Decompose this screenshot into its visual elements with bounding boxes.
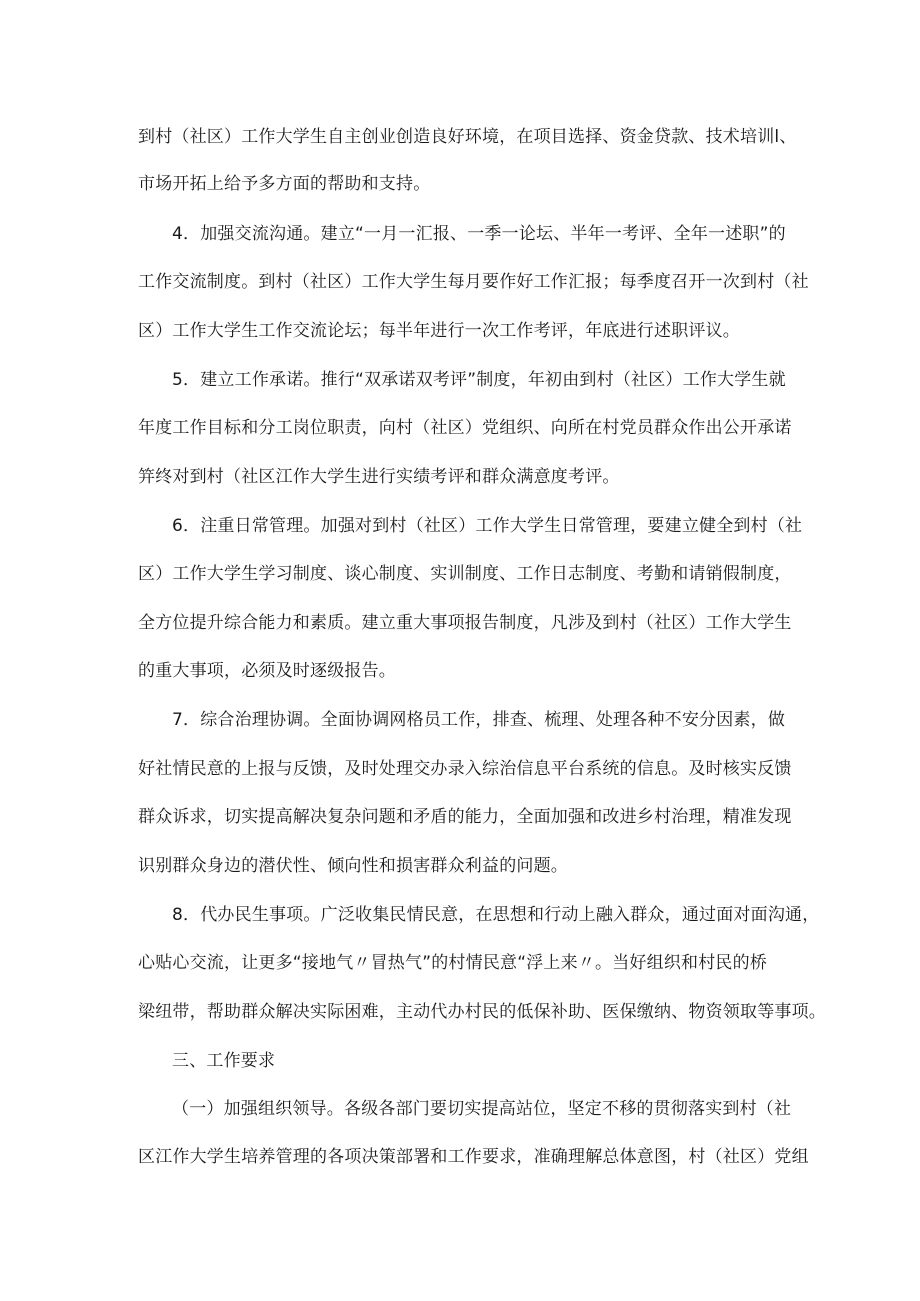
text-line-10: 区）工作大学生学习制度、谈心制度、实训制度、工作日志制度、考勤和请销假制度，: [138, 564, 792, 584]
text-line-18: 心贴心交流，让更多“接地气〃冒热气”的村情民意“浮上来〃。当好组织和村民的桥: [138, 953, 768, 973]
section-heading-work-requirements: 三、工作要求: [172, 1051, 276, 1071]
text-line-11: 全方位提升综合能力和素质。建立重大事项报告制度，凡涉及到村（社区）工作大学生: [138, 613, 792, 633]
item-5-heading-line: 5．建立工作承诺。推行“双承诺双考评”制度，年初由到村（社区）工作大学生就: [172, 370, 786, 390]
text-line-7: 年度工作目标和分工岗位职责，向村（社区）党组织、向所在村党员群众作出公开承诺: [138, 418, 792, 438]
item-6-heading-line: 6．注重日常管理。加强对到村（社区）工作大学生日常管理，要建立健全到村（社: [172, 516, 803, 536]
text-line-5: 区）工作大学生工作交流论坛；每半年进行一次工作考评，年底进行述职评议。: [138, 321, 740, 341]
text-line-12: 的重大事项，必须及时逐级报告。: [138, 661, 396, 681]
text-line-15: 群众诉求，切实提高解决复杂问题和矛盾的能力，全面加强和改进乡村治理，精准发现: [138, 807, 792, 827]
text-line-1: 到村（社区）工作大学生自主创业创造良好环境，在项目选择、资金贷款、技术培训l、: [138, 127, 797, 147]
text-line-8: 笄终对到村（社区江作大学生进行实绩考评和群众满意度考评。: [138, 467, 620, 487]
text-line-16: 识别群众身边的潜伏性、倾向性和损害群众利益的问题。: [138, 856, 568, 876]
text-line-4: 工作交流制度。到村（社区）工作大学生每月要作好工作汇报；每季度召开一次到村（社: [138, 272, 809, 292]
text-line-19: 梁纽带，帮助群众解决实际困难，主动代办村民的低保补助、医保缴纳、物资领取等事项。: [138, 1002, 826, 1022]
subsection-1-heading-line: （一）加强组织领导。各级各部门要切实提高站位，坚定不移的贯彻落实到村（社: [172, 1099, 792, 1119]
item-4-heading-line: 4．加强交流沟通。建立“一月一汇报、一季一论坛、半年一考评、全年一述职”的: [172, 224, 786, 244]
text-line-2: 市场开拓上给予多方面的帮助和支持。: [138, 174, 431, 194]
item-8-heading-line: 8．代办民生事项。广泛收集民情民意，在思想和行动上融入群众，通过面对面沟通，: [172, 905, 820, 925]
text-line-22: 区江作大学生培养管理的各项决策部署和工作要求，准确理解总体意图，村（社区）党组: [138, 1147, 809, 1167]
text-line-14: 好社情民意的上报与反馈，及时处理交办录入综治信息平台系统的信息。及时核实反馈: [138, 759, 792, 779]
item-7-heading-line: 7．综合治理协调。全面协调网格员工作，排查、梳理、处理各种不安分因素，做: [172, 710, 786, 730]
